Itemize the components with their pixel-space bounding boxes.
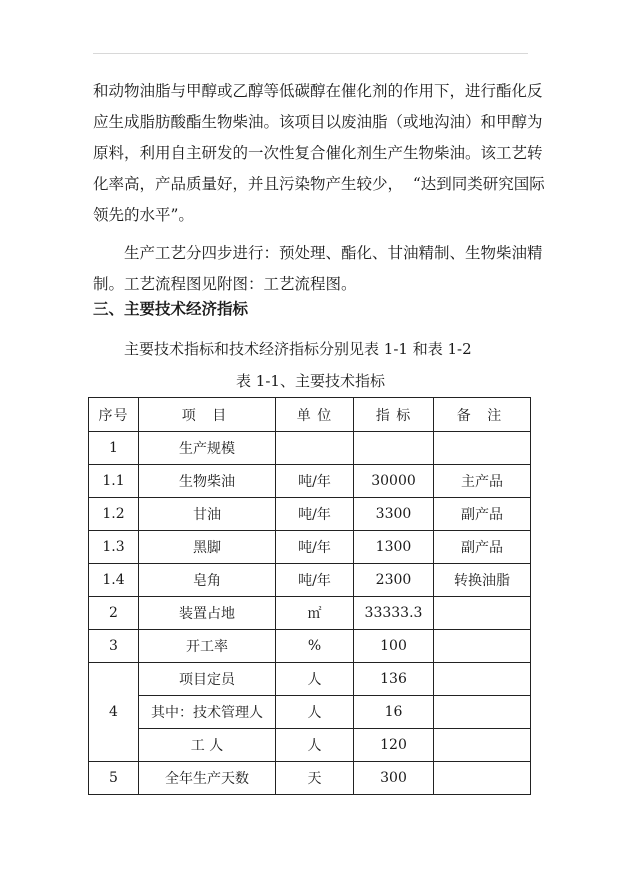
table-row	[89, 432, 531, 465]
col-header-unit: 单 位	[276, 398, 354, 432]
cell-remark	[434, 630, 531, 663]
cell-remark	[434, 729, 531, 762]
table-row	[89, 762, 531, 795]
cell-value: 300	[354, 762, 434, 795]
text-line: 领先的水平”。	[93, 206, 194, 224]
text-line: 制。工艺流程图见附图：工艺流程图。	[93, 275, 357, 293]
cell-no: 1.4	[89, 564, 139, 597]
cell-unit: ㎡	[276, 597, 354, 630]
table-row	[89, 597, 531, 630]
cell-value: 30000	[354, 465, 434, 498]
text-line: 生产工艺分四步进行：预处理、酯化、甘油精制、生物柴油精	[124, 244, 543, 262]
text-line: 化率高，产品质量好，并且污染物产生较少， “达到同类研究国际	[93, 175, 545, 193]
cell-remark	[434, 432, 531, 465]
cell-unit: 人	[276, 729, 354, 762]
cell-remark: 主产品	[434, 465, 531, 498]
paragraph-2	[93, 238, 543, 300]
cell-unit: 天	[276, 762, 354, 795]
cell-item: 工 人	[139, 729, 276, 762]
table-row	[89, 729, 531, 762]
cell-remark	[434, 696, 531, 729]
tech-indicators-table	[88, 397, 531, 795]
text-line: 原料，利用自主研发的一次性复合催化剂生产生物柴油。该工艺转	[93, 144, 543, 162]
cell-remark	[434, 762, 531, 795]
cell-remark	[434, 597, 531, 630]
cell-remark: 转换油脂	[434, 564, 531, 597]
cell-no: 4	[89, 663, 139, 762]
text-line: 应生成脂肪酸酯生物柴油。该项目以废油脂（或地沟油）和甲醇为	[93, 113, 543, 131]
cell-item: 其中：技术管理人	[139, 696, 276, 729]
cell-item: 生产规模	[139, 432, 276, 465]
table-row	[89, 663, 531, 696]
cell-value: 16	[354, 696, 434, 729]
cell-remark: 副产品	[434, 498, 531, 531]
cell-unit: 吨/年	[276, 465, 354, 498]
table-header-row	[89, 398, 531, 432]
header-rule	[93, 53, 528, 54]
cell-value	[354, 432, 434, 465]
table-row	[89, 630, 531, 663]
table-row	[89, 696, 531, 729]
cell-no: 1.2	[89, 498, 139, 531]
table-row	[89, 498, 531, 531]
cell-item: 皂角	[139, 564, 276, 597]
text-line: 和动物油脂与甲醇或乙醇等低碳醇在催化剂的作用下，进行酯化反	[93, 82, 543, 100]
cell-item: 黑脚	[139, 531, 276, 564]
cell-no: 1.1	[89, 465, 139, 498]
cell-no: 1	[89, 432, 139, 465]
col-header-value: 指 标	[354, 398, 434, 432]
section-heading: 三、主要技术经济指标	[93, 300, 249, 318]
cell-value: 2300	[354, 564, 434, 597]
cell-no: 2	[89, 597, 139, 630]
cell-remark	[434, 663, 531, 696]
cell-item: 甘油	[139, 498, 276, 531]
cell-unit	[276, 432, 354, 465]
cell-unit: %	[276, 630, 354, 663]
table-row	[89, 564, 531, 597]
cell-value: 1300	[354, 531, 434, 564]
table-row	[89, 465, 531, 498]
cell-no: 1.3	[89, 531, 139, 564]
cell-remark: 副产品	[434, 531, 531, 564]
cell-item: 全年生产天数	[139, 762, 276, 795]
cell-value: 3300	[354, 498, 434, 531]
cell-item: 装置占地	[139, 597, 276, 630]
cell-unit: 人	[276, 663, 354, 696]
col-header-item: 项 目	[139, 398, 276, 432]
col-header-no: 序号	[89, 398, 139, 432]
cell-value: 120	[354, 729, 434, 762]
cell-value: 136	[354, 663, 434, 696]
cell-value: 100	[354, 630, 434, 663]
cell-unit: 吨/年	[276, 531, 354, 564]
cell-value: 33333.3	[354, 597, 434, 630]
cell-unit: 吨/年	[276, 564, 354, 597]
table-intro-text: 主要技术指标和技术经济指标分别见表 1-1 和表 1-2	[124, 340, 472, 358]
cell-unit: 人	[276, 696, 354, 729]
cell-no: 3	[89, 630, 139, 663]
cell-item: 生物柴油	[139, 465, 276, 498]
cell-unit: 吨/年	[276, 498, 354, 531]
table-row	[89, 531, 531, 564]
table-caption: 表 1-1、主要技术指标	[236, 372, 385, 390]
paragraph-1	[93, 76, 545, 231]
cell-no: 5	[89, 762, 139, 795]
col-header-remark: 备 注	[434, 398, 531, 432]
cell-item: 开工率	[139, 630, 276, 663]
cell-item: 项目定员	[139, 663, 276, 696]
